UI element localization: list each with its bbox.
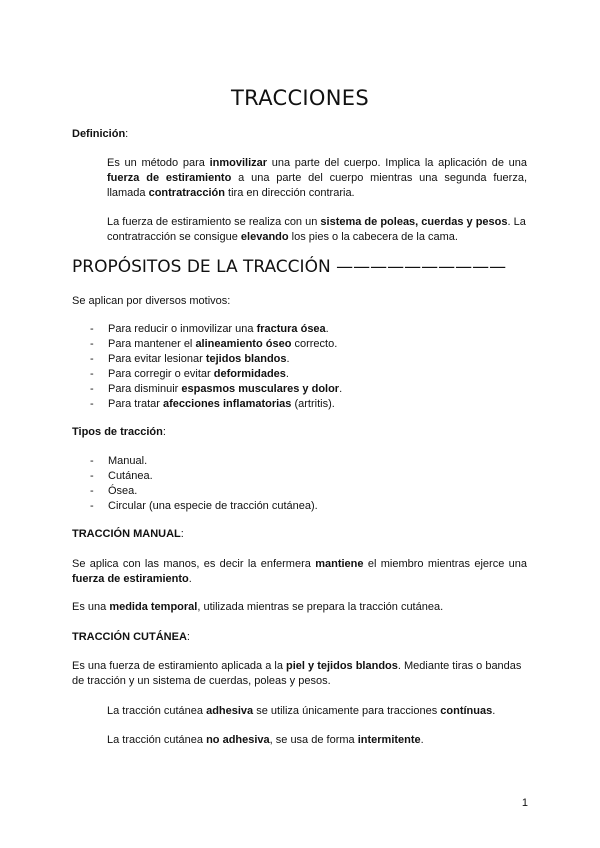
item-text: .	[339, 383, 343, 395]
item-text: (artritis).	[291, 398, 335, 410]
manual-p1-bold-2: fuerza de estiramiento	[72, 573, 189, 585]
definicion-p2-bold-1: sistema de poleas, cuerdas y pesos	[320, 216, 508, 228]
cutanea-p2-text-2: se utiliza únicamente para tracciones	[253, 705, 441, 717]
cutanea-p3-text-3: .	[420, 734, 424, 746]
cutanea-p3-text-2: , se usa de forma	[269, 734, 358, 746]
propositos-list-item: - Para corregir o evitar deformidades.	[90, 368, 289, 380]
cutanea-paragraph-3	[107, 733, 532, 748]
cutanea-p3-bold-1: no adhesiva	[206, 734, 270, 746]
definicion-label-text: Definición	[72, 128, 126, 140]
item-text: Para disminuir	[108, 383, 182, 395]
cutanea-p2-bold-1: adhesiva	[206, 705, 254, 717]
item-bold: tejidos blandos	[205, 353, 287, 365]
item-text: Cutánea.	[108, 470, 153, 482]
item-text: Para corregir o evitar	[108, 368, 214, 380]
item-bold: afecciones inflamatorias	[163, 398, 292, 410]
definicion-p1-bold-2: fuerza de estiramiento	[107, 172, 232, 184]
tipos-list-item: - Circular (una especie de tracción cutánea).	[90, 500, 318, 512]
item-text: Ósea.	[108, 485, 138, 497]
item-text: .	[325, 323, 329, 335]
cutanea-paragraph-2	[107, 704, 532, 719]
manual-p2-bold-1: medida temporal	[109, 601, 198, 613]
manual-p2-text-1: Es una	[72, 601, 110, 613]
propositos-heading: PROPÓSITOS DE LA TRACCIÓN ——————————	[72, 257, 507, 277]
item-text: Circular (una especie de tracción cutánea).	[108, 500, 318, 512]
item-text: Para tratar	[108, 398, 164, 410]
manual-p1-text-1: Se aplica con las manos, es decir la enfermera	[72, 558, 316, 570]
cutanea-p2-text-3: .	[492, 705, 496, 717]
tipos-list-item: - Ósea.	[90, 485, 138, 497]
cutanea-label-suffix: :	[186, 631, 190, 643]
item-text: Manual.	[108, 455, 148, 467]
definicion-p2-bold-2: elevando	[240, 231, 289, 243]
cutanea-label	[72, 631, 190, 643]
definicion-p2-text-3: los pies o la cabecera de la cama.	[288, 231, 458, 243]
manual-label-suffix: :	[180, 528, 184, 540]
manual-label-text: TRACCIÓN MANUAL	[72, 528, 181, 540]
definicion-p1-text-3: a una parte del cuerpo mientras una segunda fuerza, llamada	[107, 172, 527, 199]
item-bold: deformidades	[213, 368, 286, 380]
definicion-paragraph-1	[107, 156, 527, 201]
cutanea-p2-text-1: La tracción cutánea	[107, 705, 207, 717]
propositos-list-item: - Para disminuir espasmos musculares y dolor.	[90, 383, 343, 395]
item-text: Para evitar lesionar	[108, 353, 206, 365]
manual-p1-bold-1: mantiene	[315, 558, 364, 570]
definicion-p1-bold-3: contratracción	[148, 187, 225, 199]
definicion-p1-text-1: Es un método para	[107, 157, 210, 169]
cutanea-paragraph-1	[72, 659, 532, 689]
item-text: correcto.	[291, 338, 338, 350]
definicion-label	[72, 128, 128, 140]
manual-p2-text-2: , utilizada mientras se prepara la tracción cutánea.	[197, 601, 444, 613]
definicion-p1-text-4: tira en dirección contraria.	[225, 187, 355, 199]
definicion-paragraph-2	[107, 215, 532, 245]
cutanea-p3-bold-2: intermitente	[357, 734, 421, 746]
item-text: .	[285, 368, 289, 380]
definicion-p1-text-2: una parte del cuerpo. Implica la aplicación de una	[267, 157, 527, 169]
tipos-list-item: - Cutánea.	[90, 470, 153, 482]
item-text: Para reducir o inmovilizar una	[108, 323, 257, 335]
tipos-label-suffix: :	[162, 426, 166, 438]
manual-paragraph-1	[72, 557, 527, 587]
tipos-label	[72, 426, 166, 438]
propositos-list-item: - Para mantener el alineamiento óseo correcto.	[90, 338, 338, 350]
definicion-p2-text-1: La fuerza de estiramiento se realiza con un	[107, 216, 321, 228]
cutanea-label-text: TRACCIÓN CUTÁNEA	[72, 631, 187, 643]
propositos-intro: Se aplican por diversos motivos:	[72, 295, 231, 307]
item-bold: fractura ósea	[256, 323, 326, 335]
manual-p1-text-2: el miembro mientras ejerce una	[363, 558, 527, 570]
cutanea-p3-text-1: La tracción cutánea	[107, 734, 207, 746]
page-number: 1	[521, 797, 528, 809]
propositos-list-item: - Para tratar afecciones inflamatorias (artritis).	[90, 398, 335, 410]
item-bold: espasmos musculares y dolor	[181, 383, 340, 395]
tipos-label-text: Tipos de tracción	[72, 426, 163, 438]
cutanea-p1-text-1: Es una fuerza de estiramiento aplicada a la	[72, 660, 287, 672]
definicion-label-suffix: :	[125, 128, 129, 140]
item-text: .	[286, 353, 290, 365]
manual-p1-text-3: .	[188, 573, 192, 585]
item-bold: alineamiento óseo	[195, 338, 292, 350]
definicion-p1-bold-1: inmovilizar	[209, 157, 268, 169]
cutanea-p2-bold-2: contínuas	[440, 705, 493, 717]
cutanea-p1-bold-1: piel y tejidos blandos	[286, 660, 398, 672]
definicion-p2-text-2: . La contratracción se consigue	[107, 216, 526, 243]
cutanea-p1-text-2: . Mediante tiras o bandas de tracción y un sistema de cuerdas, poleas y pesos.	[72, 660, 522, 687]
propositos-list-item: - Para reducir o inmovilizar una fractura ósea.	[90, 323, 329, 335]
page-title: TRACCIONES	[231, 86, 369, 110]
tipos-list	[90, 454, 318, 514]
manual-paragraph-2	[72, 600, 527, 615]
propositos-list	[90, 322, 342, 412]
item-text: Para mantener el	[108, 338, 196, 350]
propositos-list-item: - Para evitar lesionar tejidos blandos.	[90, 353, 290, 365]
manual-label	[72, 528, 184, 540]
tipos-list-item: - Manual.	[90, 455, 148, 467]
